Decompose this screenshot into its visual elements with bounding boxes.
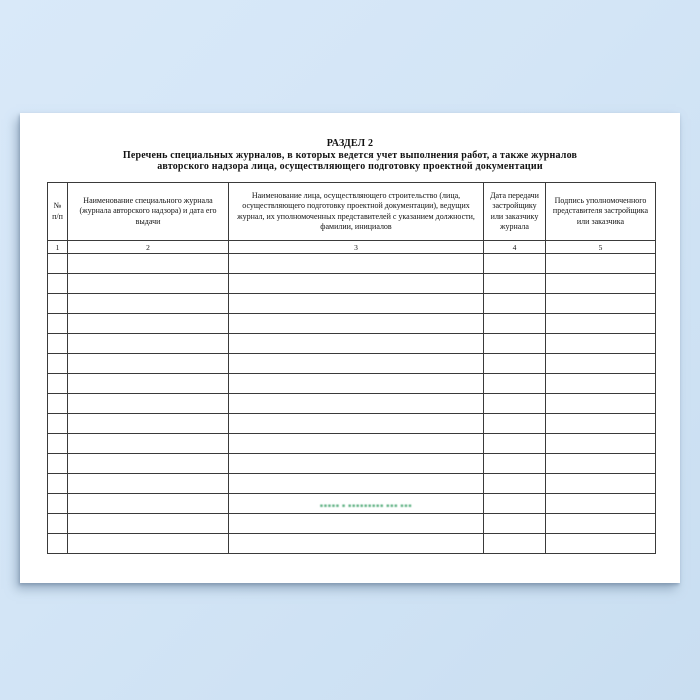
header-cell-journal-name: Наименование специального журнала (журнала авторского надзора) и дата его выдачи (68, 183, 229, 241)
document-title-block (20, 138, 680, 173)
table-cell (484, 374, 546, 394)
table-row (48, 454, 656, 474)
table-cell (546, 334, 656, 354)
table-cell (546, 374, 656, 394)
table-header-row (48, 183, 656, 241)
table-cell (48, 454, 68, 474)
table-cell (546, 394, 656, 414)
table-cell (68, 414, 229, 434)
table-cell (229, 354, 484, 374)
table-cell (229, 474, 484, 494)
table-cell (68, 394, 229, 414)
table-row (48, 274, 656, 294)
table-cell (229, 274, 484, 294)
table-cell (229, 314, 484, 334)
document-page (20, 113, 680, 583)
table-cell (546, 534, 656, 554)
table-cell (546, 454, 656, 474)
table-cell (546, 254, 656, 274)
table-cell (484, 334, 546, 354)
table-cell (229, 534, 484, 554)
header-cell-transfer-date: Дата передачи застройщику или заказчику журнала (484, 183, 546, 241)
table-cell (68, 334, 229, 354)
table-cell (546, 314, 656, 334)
table-cell (546, 514, 656, 534)
table-cell (68, 474, 229, 494)
table-row (48, 394, 656, 414)
header-cell-number: № п/п (48, 183, 68, 241)
table-cell (229, 514, 484, 534)
table-cell (484, 494, 546, 514)
table-cell (229, 254, 484, 274)
table-row (48, 474, 656, 494)
header-cell-person-name: Наименование лица, осуществляющего строительство (лица, осуществляющего подготовку проектной документации), ведущих журнал, их уполномоченных представителей с указанием должности, фамилии, инициалов (229, 183, 484, 241)
table-row (48, 334, 656, 354)
table-cell (68, 254, 229, 274)
table-cell (546, 494, 656, 514)
table-cell (484, 294, 546, 314)
header-cell-signature: Подпись уполномоченного представителя застройщика или заказчика (546, 183, 656, 241)
table-cell (229, 434, 484, 454)
table-cell (68, 454, 229, 474)
table-cell (68, 534, 229, 554)
table-cell (229, 394, 484, 414)
section-title: РАЗДЕЛ 2 (326, 138, 374, 149)
table-cell (48, 394, 68, 414)
table-cell (484, 534, 546, 554)
table-row (48, 254, 656, 274)
table-cell (546, 434, 656, 454)
table-body-empty-rows (48, 254, 656, 554)
column-number-cell: 5 (546, 241, 656, 254)
table-cell (229, 454, 484, 474)
table-cell (229, 374, 484, 394)
table-cell (48, 534, 68, 554)
table-row (48, 434, 656, 454)
table-cell (546, 474, 656, 494)
table-row (48, 414, 656, 434)
table-cell (546, 354, 656, 374)
special-journals-table (47, 182, 656, 554)
column-number-cell: 2 (68, 241, 229, 254)
table-cell (484, 254, 546, 274)
table-cell (48, 294, 68, 314)
column-number-cell: 1 (48, 241, 68, 254)
table-cell (48, 334, 68, 354)
table-row (48, 534, 656, 554)
table-cell (48, 414, 68, 434)
table-cell (68, 514, 229, 534)
table-cell (484, 474, 546, 494)
table-cell (68, 374, 229, 394)
table-row (48, 314, 656, 334)
table-cell (484, 454, 546, 474)
table-row (48, 354, 656, 374)
table-cell (546, 414, 656, 434)
table-cell (68, 494, 229, 514)
table-cell (68, 354, 229, 374)
watermark: ▪▪▪▪▪ ▪ ▪▪▪▪▪▪▪▪▪ ▪▪▪ ▪▪▪ (319, 503, 413, 509)
column-number-cell: 4 (484, 241, 546, 254)
table-cell (48, 434, 68, 454)
document-subtitle-line2: авторского надзора лица, осуществляющего подготовку проектной документации (157, 161, 543, 172)
table-cell (546, 294, 656, 314)
table-row (48, 374, 656, 394)
table-cell (68, 294, 229, 314)
table-row (48, 494, 656, 514)
table-cell (229, 294, 484, 314)
table-cell (48, 514, 68, 534)
table-cell (546, 274, 656, 294)
table-cell (229, 494, 484, 514)
table-row (48, 514, 656, 534)
table-cell (48, 254, 68, 274)
document-subtitle-line1: Перечень специальных журналов, в которых ведется учет выполнения работ, а также журналов (122, 149, 578, 161)
column-numbers-row (48, 241, 656, 254)
table-cell (68, 434, 229, 454)
table-cell (484, 414, 546, 434)
table-cell (484, 434, 546, 454)
table-cell (484, 354, 546, 374)
table-cell (48, 274, 68, 294)
table-cell (484, 274, 546, 294)
table-cell (48, 314, 68, 334)
table-cell (48, 474, 68, 494)
table-cell (484, 394, 546, 414)
table-row (48, 294, 656, 314)
table-cell (48, 374, 68, 394)
table-cell (484, 314, 546, 334)
table-cell (48, 354, 68, 374)
table-cell (68, 314, 229, 334)
table-cell (229, 334, 484, 354)
column-number-cell: 3 (229, 241, 484, 254)
table-cell (68, 274, 229, 294)
table-cell (484, 514, 546, 534)
table-cell (229, 414, 484, 434)
table-cell (48, 494, 68, 514)
